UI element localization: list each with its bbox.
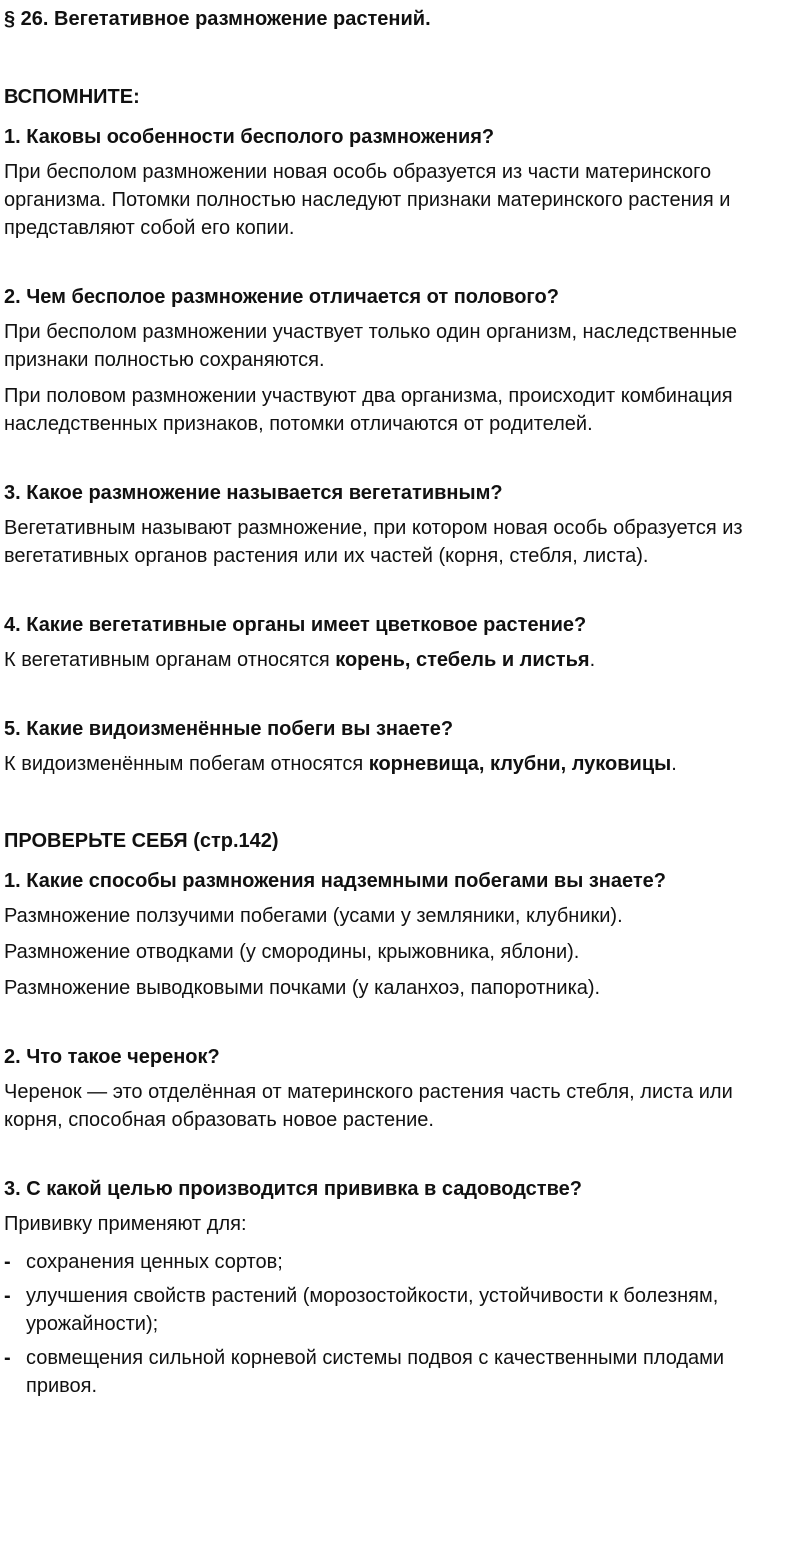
list-item: - сохранения ценных сортов; — [4, 1248, 792, 1276]
remember-a4-bold: корень, стебель и листья — [335, 649, 590, 671]
remember-heading: ВСПОМНИТЕ: — [4, 86, 140, 108]
remember-a4 — [4, 646, 792, 674]
remember-a5 — [4, 750, 792, 778]
list-item: - совмещения сильной корневой системы подвоя с качественными плодами привоя. — [4, 1344, 792, 1400]
check-a3-list — [4, 1248, 792, 1400]
remember-a5-suffix: . — [671, 753, 677, 775]
check-a1-p2: Размножение отводками (у смородины, крыжовника, яблони). — [4, 941, 580, 963]
remember-q5: 5. Какие видоизменённые побеги вы знаете? — [4, 718, 454, 740]
page-title: § 26. Вегетативное размножение растений. — [4, 8, 431, 30]
remember-a5-prefix: К видоизменённым побегам относятся — [4, 753, 369, 775]
document — [0, 6, 800, 1400]
remember-q1: 1. Каковы особенности бесполого размножения? — [4, 126, 495, 148]
remember-a4-suffix: . — [589, 649, 596, 671]
check-heading: ПРОВЕРЬТЕ СЕБЯ (стр.142) — [4, 830, 279, 852]
check-q1: 1. Какие способы размножения надземными побегами вы знаете? — [4, 870, 667, 892]
remember-a3: Вегетативным называют размножение, при котором новая особь образуется из вегетативных органов растения или их частей (корня, стебля, листа). — [4, 517, 743, 567]
remember-q4: 4. Какие вегетативные органы имеет цветковое растение? — [4, 614, 587, 636]
check-q2: 2. Что такое черенок? — [4, 1046, 220, 1068]
remember-a2-p1: При бесполом размножении участвует только один организм, наследственные признаки полностью сохраняются. — [4, 321, 738, 371]
remember-a1: При бесполом размножении новая особь образуется из части материнского организма. Потомки полностью наследуют признаки материнского растения и представляют собой его копии. — [4, 161, 731, 239]
remember-q2: 2. Чем бесполое размножение отличается от полового? — [4, 286, 559, 308]
check-a1-p3: Размножение выводковыми почками (у каланхоэ, папоротника). — [4, 977, 601, 999]
remember-a4-prefix: К вегетативным органам относятся — [4, 649, 336, 671]
list-item: - улучшения свойств растений (морозостойкости, устойчивости к болезням, урожайности); — [4, 1282, 792, 1338]
remember-a5-bold: корневища, клубни, луковицы — [368, 753, 672, 775]
check-q3: 3. С какой целью производится прививка в садоводстве? — [4, 1178, 582, 1200]
check-a3-intro: Прививку применяют для: — [4, 1213, 247, 1235]
check-a1-p1: Размножение ползучими побегами (усами у земляники, клубники). — [4, 905, 623, 927]
remember-a2-p2: При половом размножении участвуют два организма, происходит комбинация наследственных признаков, потомки отличаются от родителей. — [4, 385, 733, 435]
remember-q3: 3. Какое размножение называется вегетативным? — [4, 482, 503, 504]
check-a2: Черенок — это отделённая от материнского растения часть стебля, листа или корня, способная образовать новое растение. — [4, 1081, 733, 1131]
